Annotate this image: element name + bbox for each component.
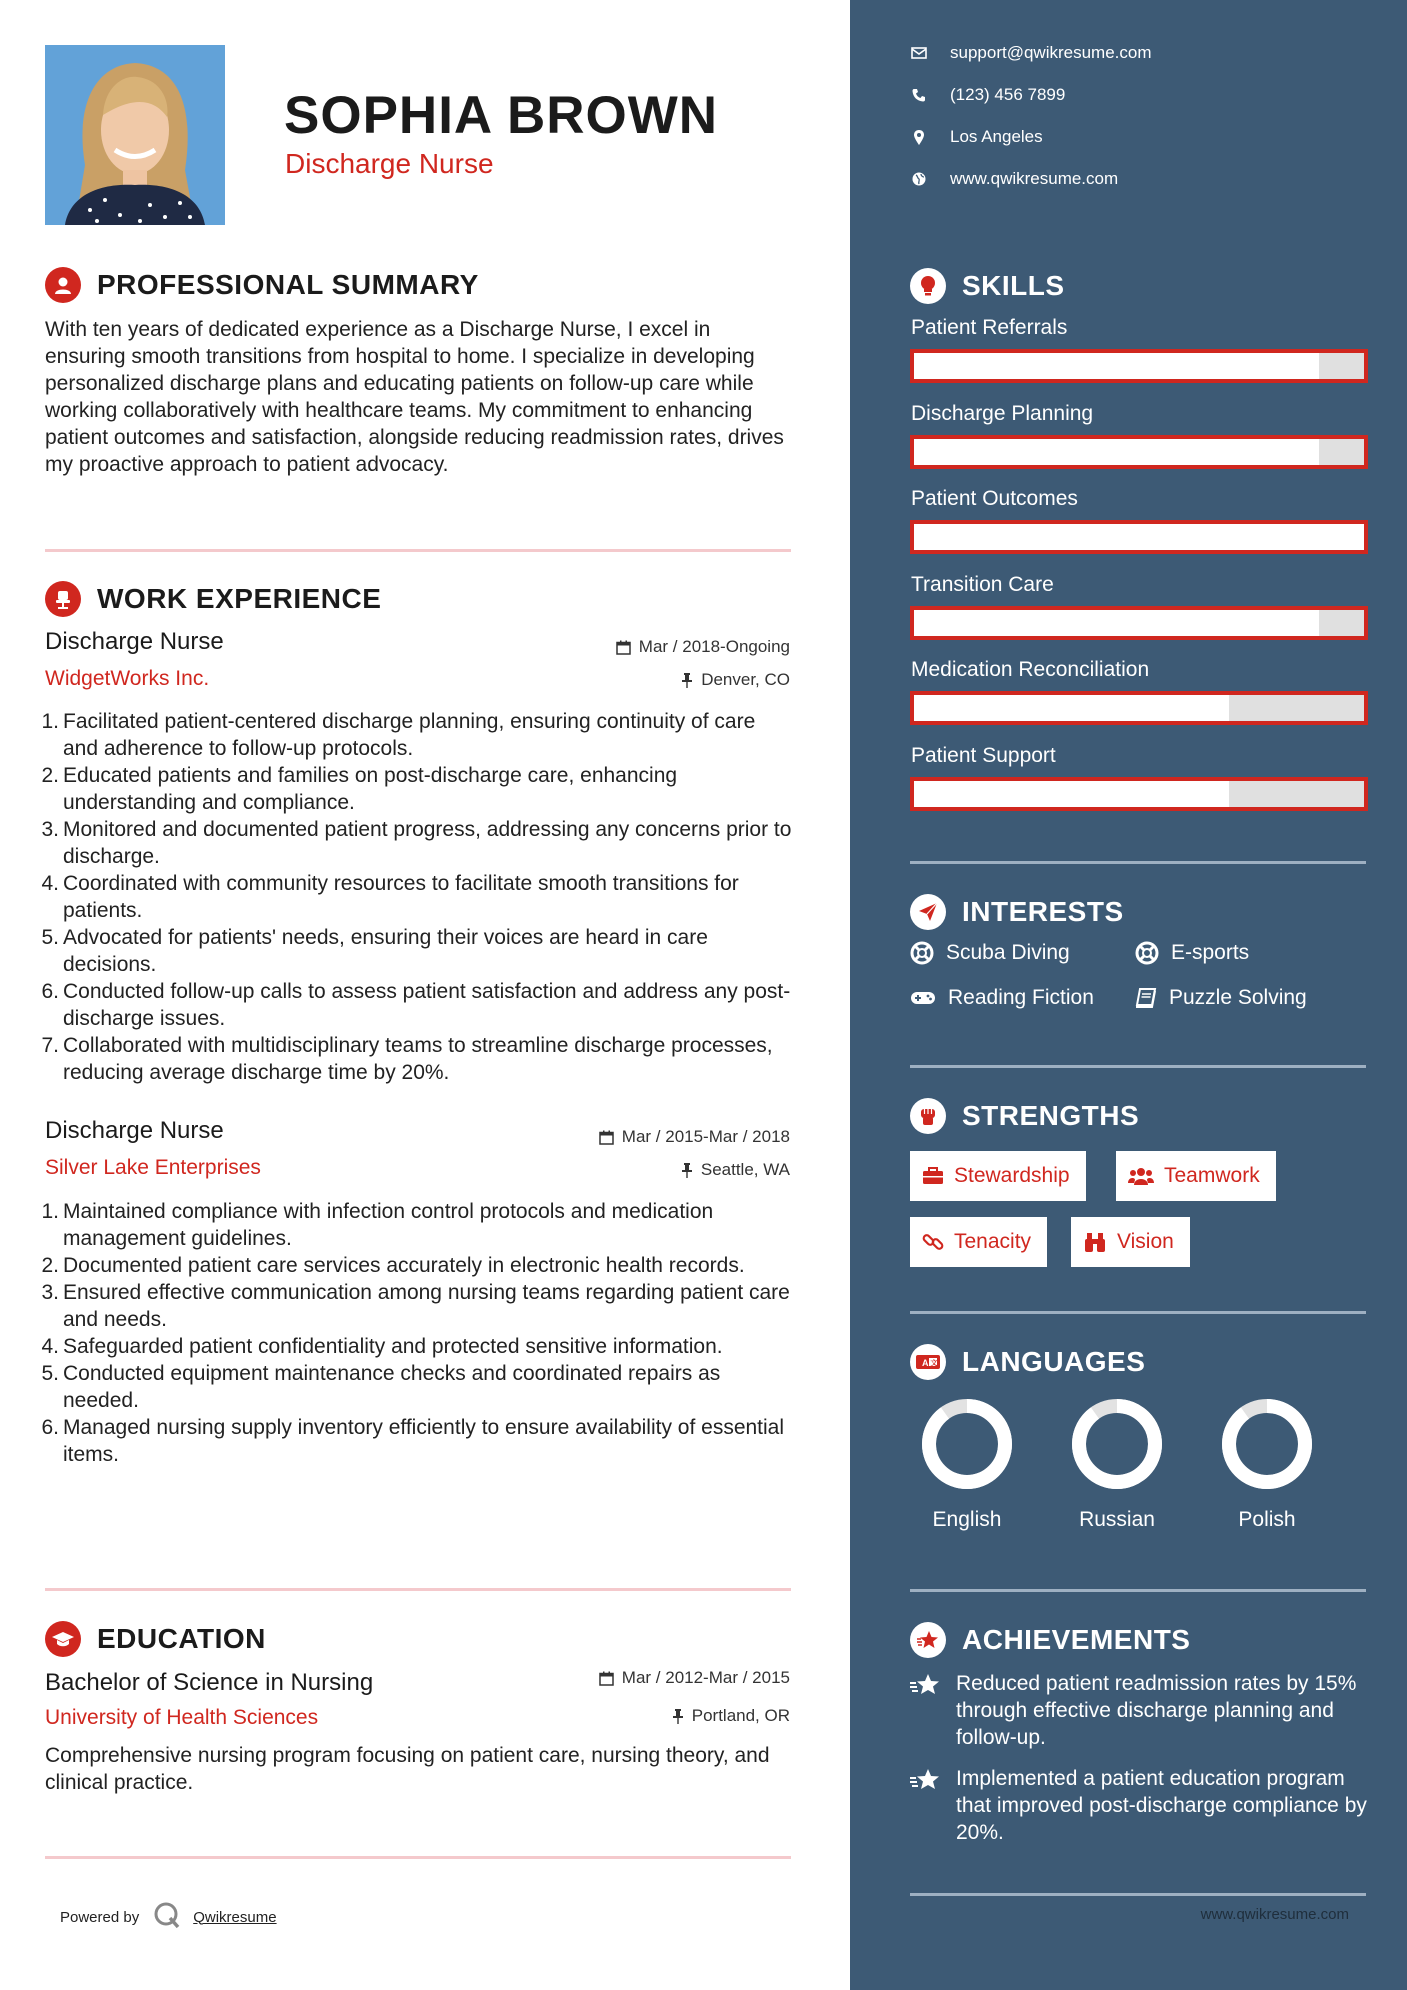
- list-item-number: 4.: [41, 1335, 59, 1358]
- footer-website[interactable]: www.qwikresume.com: [1200, 1906, 1349, 1923]
- location-pin-icon: [910, 130, 928, 145]
- list-item: [35, 1360, 795, 1414]
- star-icon: [910, 1767, 942, 1793]
- list-item: [35, 1414, 795, 1468]
- company-name: Silver Lake Enterprises: [45, 1156, 261, 1179]
- list-item-text: Conducted equipment maintenance checks and coordinated repairs as needed.: [63, 1362, 721, 1412]
- job-bullets: [35, 1198, 795, 1468]
- job-location-text: Seattle, WA: [700, 1160, 790, 1179]
- language-label: Polish: [1238, 1508, 1296, 1531]
- language-level-ring: [1219, 1396, 1315, 1492]
- phone-icon: [910, 88, 928, 102]
- language-level-ring: [1069, 1396, 1165, 1492]
- svg-text:A: A: [922, 1358, 929, 1368]
- languages-title: LANGUAGES: [962, 1346, 1146, 1377]
- skill-bar-fill: [914, 353, 1319, 379]
- list-item: [35, 1252, 795, 1279]
- language-level-arc: [1229, 1406, 1305, 1482]
- strength-label: Teamwork: [1164, 1164, 1260, 1187]
- skill-label: Discharge Planning: [911, 401, 1094, 425]
- star-badge-icon: [910, 1622, 946, 1658]
- achievements-title: ACHIEVEMENTS: [962, 1624, 1191, 1655]
- list-item-number: 2.: [41, 1254, 59, 1277]
- svg-text:文: 文: [930, 1360, 938, 1367]
- company-name: WidgetWorks Inc.: [45, 667, 210, 690]
- list-item-number: 1.: [41, 710, 59, 733]
- language-item: [912, 1396, 1022, 1532]
- list-item-text: Safeguarded patient confidentiality and protected sensitive information.: [63, 1335, 723, 1358]
- skill-bar: [910, 777, 1368, 811]
- skill-bar-fill: [914, 524, 1364, 550]
- education-heading: [45, 1621, 266, 1657]
- skill-bar: [910, 520, 1368, 554]
- experience-heading: [45, 581, 381, 617]
- translate-icon: [910, 1344, 946, 1380]
- skill-bar: [910, 349, 1368, 383]
- list-item: [35, 762, 795, 816]
- job-title: Discharge Nurse: [45, 628, 224, 655]
- skill-label: Patient Outcomes: [911, 487, 1078, 510]
- education-text: Comprehensive nursing program focusing on patient care, nursing theory, and clinical practice.: [45, 1744, 770, 1794]
- list-item-text: Ensured effective communication among nursing teams regarding patient care and needs.: [63, 1281, 790, 1331]
- list-item: [35, 924, 795, 978]
- candidate-name: SOPHIA BROWN: [284, 86, 719, 145]
- strengths-heading: [910, 1098, 1139, 1134]
- job-date: [599, 1127, 790, 1147]
- calendar-icon: [599, 1671, 614, 1686]
- sidebar-divider: [910, 861, 1366, 864]
- users-icon: [1128, 1166, 1154, 1186]
- list-item-number: 4.: [41, 872, 59, 895]
- education-date-text: Mar / 2012-Mar / 2015: [621, 1668, 790, 1687]
- sidebar-divider: [910, 1311, 1366, 1314]
- section-divider: [45, 1856, 791, 1859]
- qwikresume-logo-icon: [153, 1901, 181, 1933]
- pushpin-icon: [681, 673, 693, 688]
- job-location-text: Denver, CO: [701, 670, 790, 689]
- list-item-text: Educated patients and families on post-discharge care, enhancing understanding and compliance.: [63, 764, 678, 814]
- calendar-icon: [599, 1130, 614, 1145]
- skill-label: Patient Referrals: [911, 316, 1068, 339]
- skill-bar: [910, 435, 1368, 469]
- list-item: [35, 1032, 795, 1086]
- job-date: [616, 637, 790, 657]
- summary-title: PROFESSIONAL SUMMARY: [97, 269, 479, 300]
- fist-icon: [910, 1098, 946, 1134]
- list-item: [35, 816, 795, 870]
- list-item-number: 3.: [41, 1281, 59, 1304]
- skill-bar-fill: [914, 781, 1229, 807]
- education-title: EDUCATION: [97, 1623, 266, 1654]
- language-level-arc: [1079, 1406, 1155, 1482]
- list-item-text: Coordinated with community resources to facilitate smooth transitions for patients.: [63, 872, 739, 922]
- list-item-number: 1.: [41, 1200, 59, 1223]
- sidebar-divider: [910, 1893, 1366, 1896]
- office-chair-icon: [45, 581, 81, 617]
- interests-title: INTERESTS: [962, 896, 1124, 927]
- star-icon: [910, 1672, 942, 1698]
- skills-title: SKILLS: [962, 270, 1065, 301]
- list-item-text: Collaborated with multidisciplinary teams to streamline discharge processes, reducing average discharge time by 20%.: [63, 1034, 773, 1084]
- user-icon: [45, 267, 81, 303]
- gamepad-icon: [910, 989, 936, 1007]
- graduation-cap-icon: [45, 1621, 81, 1657]
- job-location: [681, 1160, 790, 1180]
- lifebuoy-icon: [910, 941, 934, 965]
- paper-plane-icon: [910, 894, 946, 930]
- skill-bar-fill: [914, 695, 1229, 721]
- languages-heading: [910, 1344, 1145, 1380]
- lifebuoy-icon: [1135, 941, 1159, 965]
- language-level-arc: [929, 1406, 1005, 1482]
- lightbulb-icon: [910, 268, 946, 304]
- pushpin-icon: [681, 1163, 693, 1178]
- summary-text: With ten years of dedicated experience as a Discharge Nurse, I excel in ensuring smooth transitions from hospital to home. I specialize in developing personalized discharge plans and educating patients on follow-up care while working collaboratively with healthcare teams. My commitment to enhancing patient outcomes and satisfaction, alongside reducing readmission rates, drives my proactive approach to patient advocacy.: [45, 318, 784, 476]
- skill-bar-fill: [914, 610, 1319, 636]
- interests-heading: [910, 894, 1124, 930]
- interest-item: [910, 986, 1094, 1010]
- school-name: University of Health Sciences: [45, 1706, 319, 1729]
- strength-label: Vision: [1117, 1230, 1174, 1253]
- achievement-text: Implemented a patient education program that improved post-discharge compliance by 20%.: [956, 1767, 1367, 1844]
- interest-label: E-sports: [1171, 941, 1250, 964]
- interest-item: [1135, 941, 1249, 965]
- list-item-number: 5.: [41, 1362, 59, 1385]
- contact-email-text[interactable]: support@qwikresume.com: [950, 43, 1152, 62]
- powered-by-label: Powered by: [60, 1908, 140, 1926]
- contact-location-text: Los Angeles: [950, 127, 1043, 146]
- language-label: English: [932, 1508, 1002, 1531]
- list-item-text: Documented patient care services accurately in electronic health records.: [63, 1254, 745, 1277]
- list-item-number: 6.: [41, 980, 59, 1003]
- skill-bar: [910, 606, 1368, 640]
- strength-tag: [1116, 1151, 1276, 1201]
- binoculars-icon: [1083, 1231, 1107, 1253]
- contact-email: [910, 43, 1152, 63]
- list-item-number: 3.: [41, 818, 59, 841]
- book-icon: [1135, 987, 1157, 1009]
- experience-title: WORK EXPERIENCE: [97, 583, 382, 614]
- contact-website-text[interactable]: www.qwikresume.com: [950, 169, 1119, 188]
- skill-bar-fill: [914, 439, 1319, 465]
- contact-location: [910, 127, 1043, 147]
- skill-label: Transition Care: [911, 572, 1054, 596]
- skill-bar: [910, 691, 1368, 725]
- link-icon: [922, 1231, 944, 1253]
- list-item: [35, 1279, 795, 1333]
- list-item-number: 5.: [41, 926, 59, 949]
- list-item: [35, 870, 795, 924]
- contact-phone: [910, 85, 1065, 105]
- achievement-item: [910, 1670, 1370, 1751]
- interest-label: Puzzle Solving: [1169, 986, 1307, 1009]
- list-item-text: Conducted follow-up calls to assess patient satisfaction and address any post-discharge issues.: [63, 980, 791, 1030]
- achievements-heading: [910, 1622, 1190, 1658]
- strength-tag: [910, 1217, 1047, 1267]
- education-location: [672, 1706, 790, 1726]
- language-label: Russian: [1079, 1508, 1155, 1531]
- language-level-ring: [919, 1396, 1015, 1492]
- calendar-icon: [616, 640, 631, 655]
- list-item: [35, 708, 795, 762]
- list-item-text: Maintained compliance with infection control protocols and medication management guidelines.: [63, 1200, 714, 1250]
- strength-label: Tenacity: [954, 1230, 1032, 1253]
- strengths-title: STRENGTHS: [962, 1100, 1140, 1131]
- list-item: [35, 1333, 795, 1360]
- job-location: [681, 670, 790, 690]
- job-title: Discharge Nurse: [45, 1117, 224, 1144]
- sidebar-divider: [910, 1589, 1366, 1592]
- strength-label: Stewardship: [954, 1164, 1070, 1187]
- skill-label: Patient Support: [911, 743, 1056, 767]
- interest-label: Scuba Diving: [946, 941, 1070, 964]
- interest-item: [1135, 986, 1307, 1010]
- list-item-number: 6.: [41, 1416, 59, 1439]
- pushpin-icon: [672, 1709, 684, 1724]
- briefcase-icon: [922, 1167, 944, 1185]
- section-divider: [45, 1588, 791, 1591]
- language-item: [1062, 1396, 1172, 1532]
- list-item-text: Monitored and documented patient progress, addressing any concerns prior to discharge.: [63, 818, 792, 868]
- degree-title: Bachelor of Science in Nursing: [45, 1669, 374, 1696]
- list-item: [35, 1198, 795, 1252]
- section-divider: [45, 549, 791, 552]
- education-date: [599, 1668, 790, 1688]
- contact-phone-text[interactable]: (123) 456 7899: [950, 85, 1066, 104]
- list-item-number: 7.: [41, 1034, 59, 1057]
- interest-item: [910, 941, 1070, 965]
- globe-icon: [910, 172, 928, 186]
- skill-label: Medication Reconciliation: [911, 658, 1150, 681]
- strength-tag: [910, 1151, 1086, 1201]
- sidebar-divider: [910, 1065, 1366, 1068]
- list-item-text: Advocated for patients' needs, ensuring their voices are heard in care decisions.: [63, 926, 708, 976]
- achievement-text: Reduced patient readmission rates by 15% through effective discharge planning and follow-up.: [956, 1672, 1357, 1749]
- list-item-text: Facilitated patient-centered discharge planning, ensuring continuity of care and adherence to follow-up protocols.: [63, 710, 756, 760]
- education-location-text: Portland, OR: [691, 1706, 790, 1725]
- list-item-number: 2.: [41, 764, 59, 787]
- strength-tag: [1071, 1217, 1190, 1267]
- list-item: [35, 978, 795, 1032]
- list-item-text: Managed nursing supply inventory efficiently to ensure availability of essential items.: [63, 1416, 785, 1466]
- interest-label: Reading Fiction: [948, 986, 1094, 1009]
- powered-by: [60, 1901, 277, 1933]
- envelope-icon: [910, 47, 928, 59]
- job-bullets: [35, 708, 795, 1086]
- sidebar-column: [850, 0, 1407, 1990]
- candidate-role: Discharge Nurse: [285, 148, 494, 179]
- language-item: [1212, 1396, 1322, 1532]
- qwikresume-link[interactable]: Qwikresume: [193, 1908, 277, 1926]
- job-date-text: Mar / 2018-Ongoing: [638, 637, 790, 656]
- skills-heading: [910, 268, 1065, 304]
- achievement-item: [910, 1765, 1370, 1846]
- contact-website: [910, 169, 1118, 189]
- summary-heading: [45, 267, 479, 303]
- profile-photo: [45, 45, 225, 225]
- job-date-text: Mar / 2015-Mar / 2018: [621, 1127, 790, 1146]
